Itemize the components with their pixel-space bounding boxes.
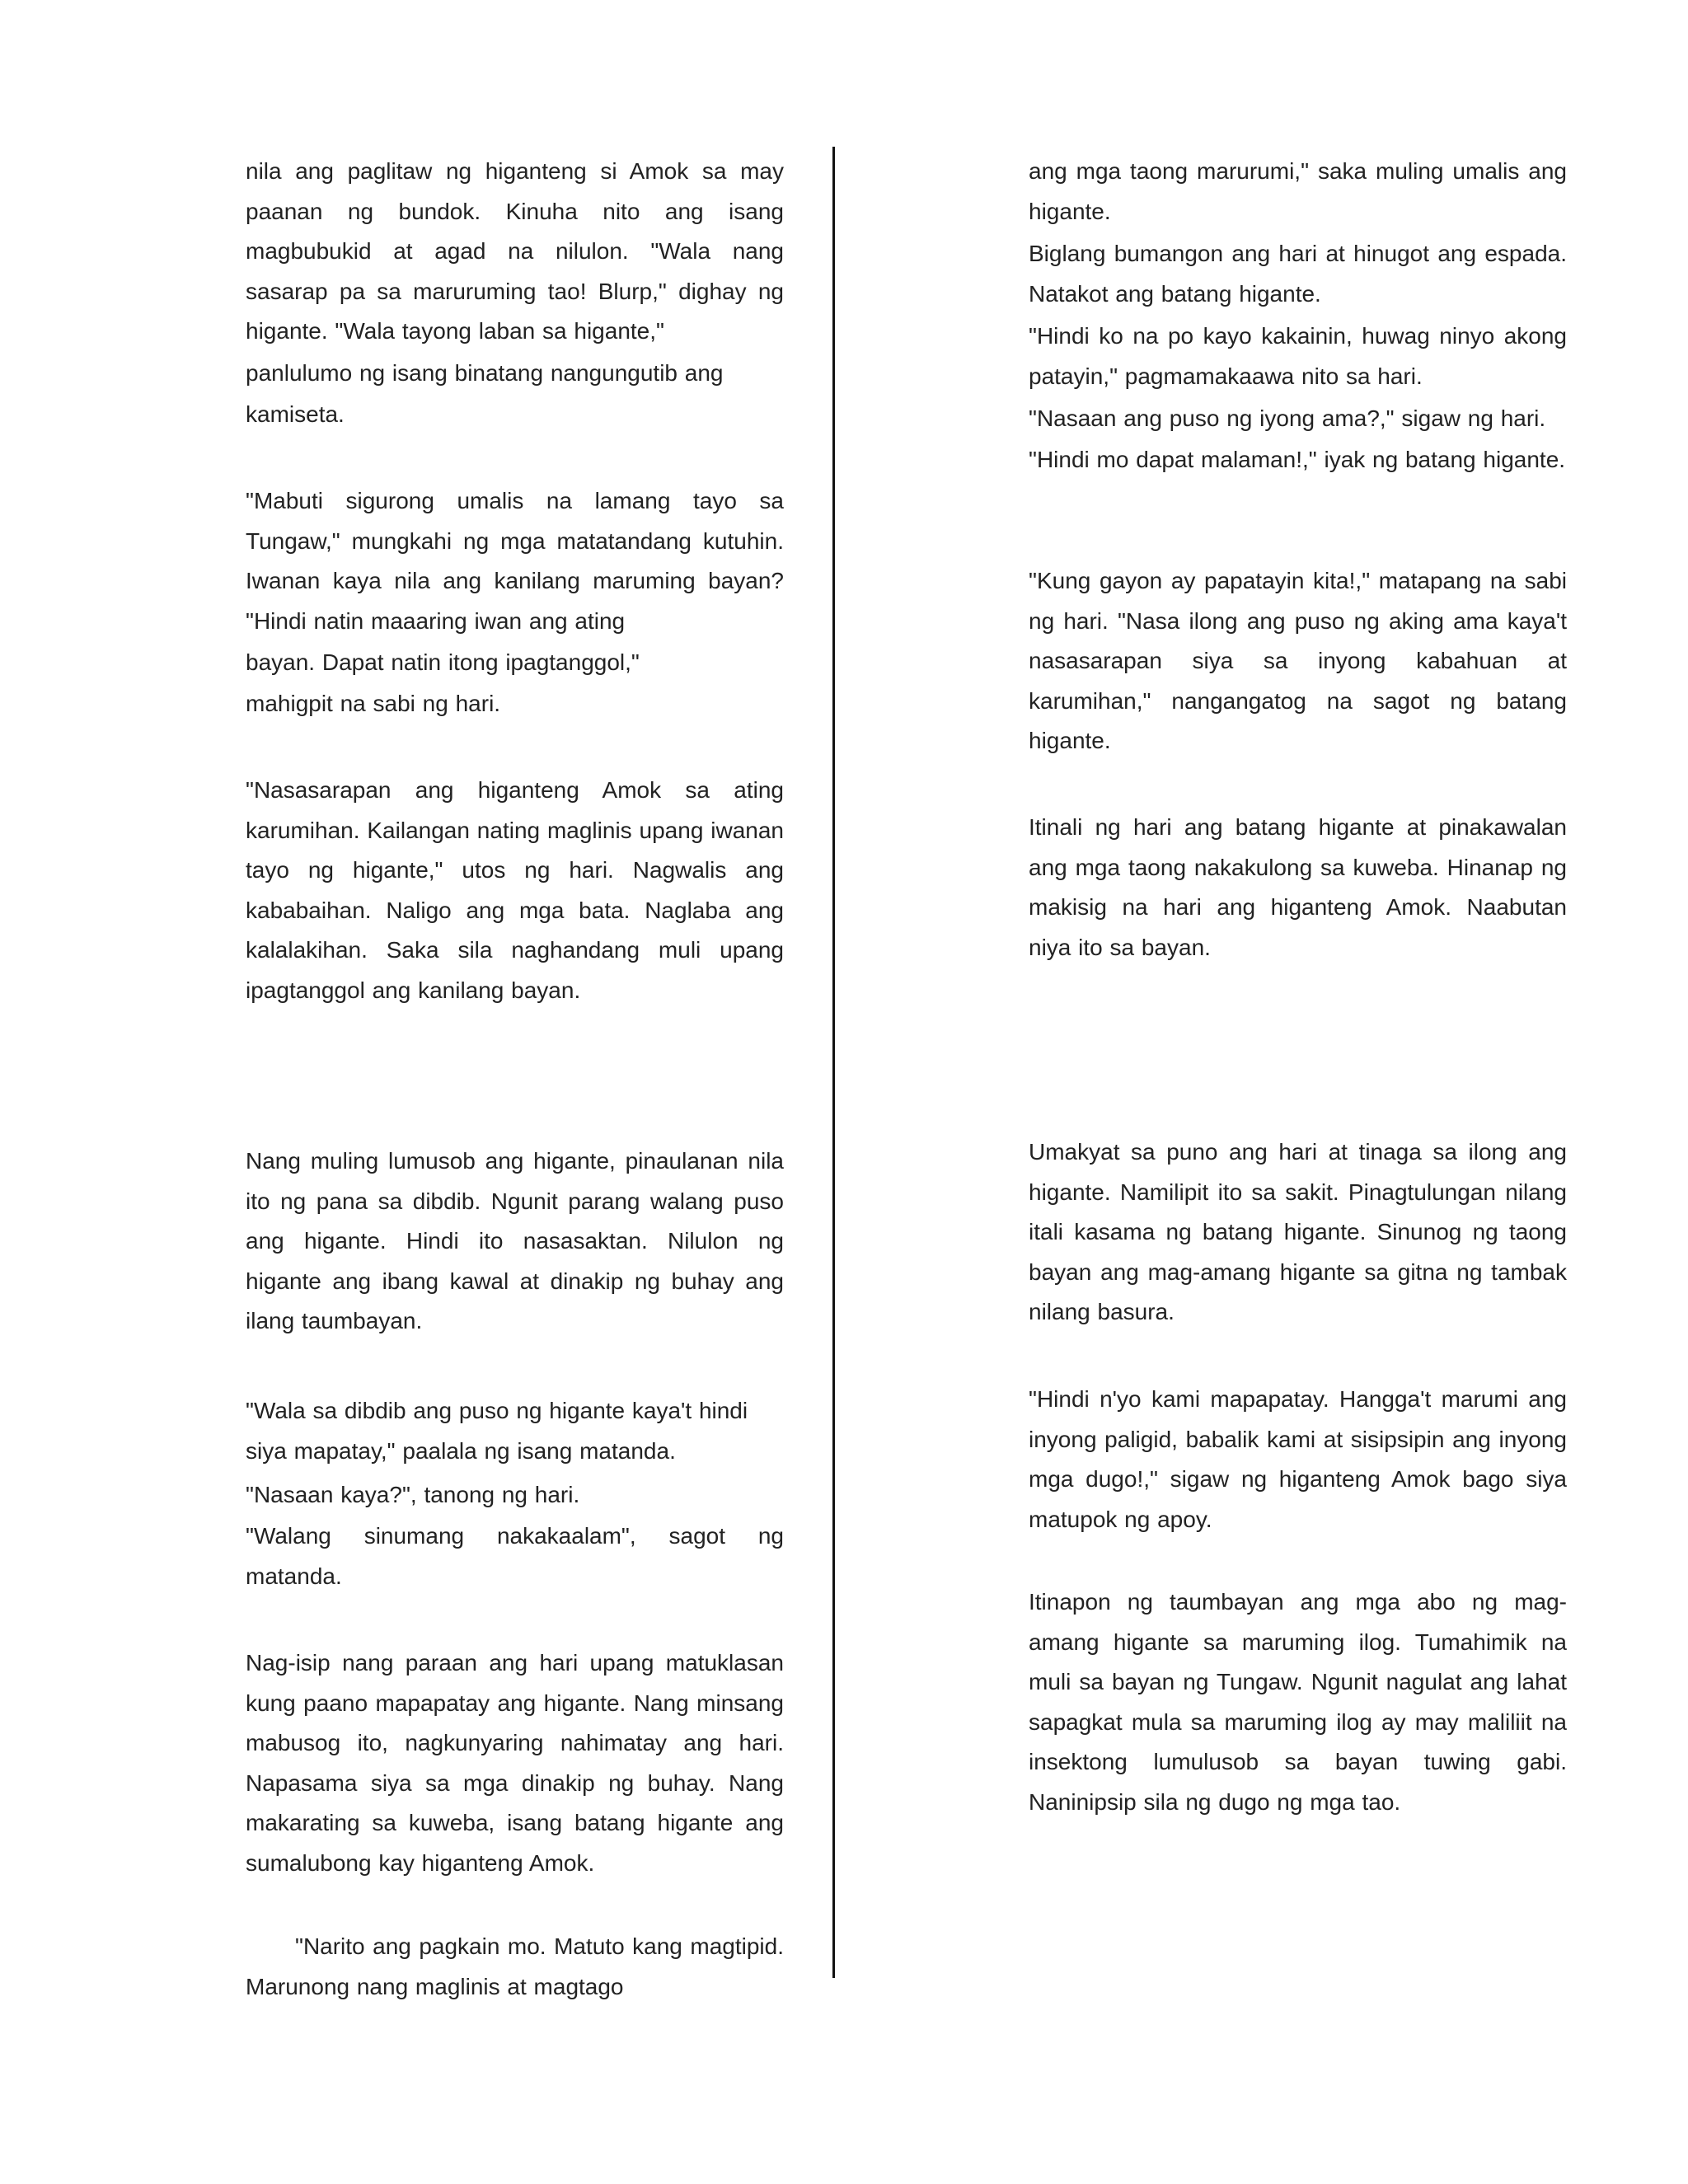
paragraph-line-panlulumo: panlulumo ng isang binatang nangungutib ang xyxy=(246,360,724,386)
paragraph-walang-sinumang: "Walang sinumang nakakaalam", sagot ng matanda. xyxy=(246,1523,784,1589)
paragraph-narito-ang-pagkain: "Narito ang pagkain mo. Matuto kang magtipid. Marunong nang maglinis at magtago xyxy=(246,1933,784,1999)
paragraph-wala-sa-dibdib: "Wala sa dibdib ang puso ng higante kaya't hindi siya mapatay," paalala ng isang matanda. xyxy=(246,1398,748,1464)
paragraph-itinapon: Itinapon ng taumbayan ang mga abo ng mag-amang higante sa maruming ilog. Tumahimik na muli sa bayan ng Tungaw. Ngunit nagulat ang lahat sapagkat mula sa maruming ilog ay may maliliit na insektong lumulusob sa bayan tuwing gabi. Naninipsip sila ng dugo ng mga tao. xyxy=(1029,1589,1567,1815)
paragraph-amok-appears: nila ang paglitaw ng higanteng si Amok sa may paanan ng bundok. Kinuha nito ang isang magbubukid at agad na nilulon. "Wala nang sasarap pa sa maruruming tao! Blurp," dighay ng higante. "Wala tayong laban sa higante," xyxy=(246,158,784,344)
paragraph-taong-marurumi: ang mga taong marurumi," saka muling umalis ang higante. xyxy=(1029,158,1567,224)
paragraph-muling-lumusob: Nang muling lumusob ang higante, pinaulanan nila ito ng pana sa dibdib. Ngunit parang walang puso ang higante. Hindi ito nasasaktan. Nilulon ng higante ang ibang kawal at dinakip ng buhay ang ilang taumbayan. xyxy=(246,1148,784,1333)
paragraph-nasasarapan: "Nasasarapan ang higanteng Amok sa ating karumihan. Kailangan nating maglinis upang iwanan tayo ng higante," utos ng hari. Nagwalis ang kababaihan. Naligo ang mga bata. Naglaba ang kalalakihan. Saka sila naghandang muli upang ipagtanggol ang kanilang bayan. xyxy=(246,777,784,1003)
paragraph-biglang-bumangon: Biglang bumangon ang hari at hinugot ang espada. Natakot ang batang higante. xyxy=(1029,241,1567,307)
paragraph-line-bayan-dapat: bayan. Dapat natin itong ipagtanggol," xyxy=(246,649,640,675)
paragraph-line-mahigpit: mahigpit na sabi ng hari. xyxy=(246,691,501,716)
paragraph-hindi-mo-dapat: "Hindi mo dapat malaman!," iyak ng batang higante. xyxy=(1029,447,1566,472)
paragraph-itinali: Itinali ng hari ang batang higante at pinakawalan ang mga taong nakakulong sa kuweba. Hinanap ng makisig na hari ang higanteng Amok. Naabutan niya ito sa bayan. xyxy=(1029,814,1567,960)
paragraph-line-kamiseta: kamiseta. xyxy=(246,401,345,427)
paragraph-nasaan-kaya: "Nasaan kaya?", tanong ng hari. xyxy=(246,1482,580,1507)
paragraph-nasaan-ang-puso: "Nasaan ang puso ng iyong ama?," sigaw ng hari. xyxy=(1029,405,1546,431)
column-divider xyxy=(832,147,835,1978)
paragraph-mabuti-sigurong: "Mabuti sigurong umalis na lamang tayo sa Tungaw," mungkahi ng mga matatandang kutuhin. Iwanan kaya nila ang kanilang maruming bayan? "Hindi natin maaaring iwan ang ating xyxy=(246,488,784,634)
paragraph-kung-gayon: "Kung gayon ay papatayin kita!," matapang na sabi ng hari. "Nasa ilong ang puso ng aking ama kaya't nasasarapan siya sa inyong kabahuan at karumihan," nangangatog na sagot ng batang higante. xyxy=(1029,568,1567,753)
paragraph-umakyat: Umakyat sa puno ang hari at tinaga sa ilong ang higante. Namilipit ito sa sakit. Pinagtulungan nilang itali kasama ng batang higante. Sinunog ng taong bayan ang mag-amang higante sa gitna ng tambak nilang basura. xyxy=(1029,1139,1567,1324)
paragraph-hindi-nyo-kami: "Hindi n'yo kami mapapatay. Hangga't marumi ang inyong paligid, babalik kami at sisipsipin ang inyong mga dugo!," sigaw ng higanteng Amok bago siya matupok ng apoy. xyxy=(1029,1386,1567,1532)
paragraph-hindi-ko-na: "Hindi ko na po kayo kakainin, huwag ninyo akong patayin," pagmamakaawa nito sa hari. xyxy=(1029,323,1567,389)
paragraph-nag-isip: Nag-isip nang paraan ang hari upang matuklasan kung paano mapapatay ang higante. Nang minsang mabusog ito, nagkunyaring nahimatay ang hari. Napasama siya sa mga dinakip ng buhay. Nang makarating sa kuweba, isang batang higante ang sumalubong kay higanteng Amok. xyxy=(246,1650,784,1876)
